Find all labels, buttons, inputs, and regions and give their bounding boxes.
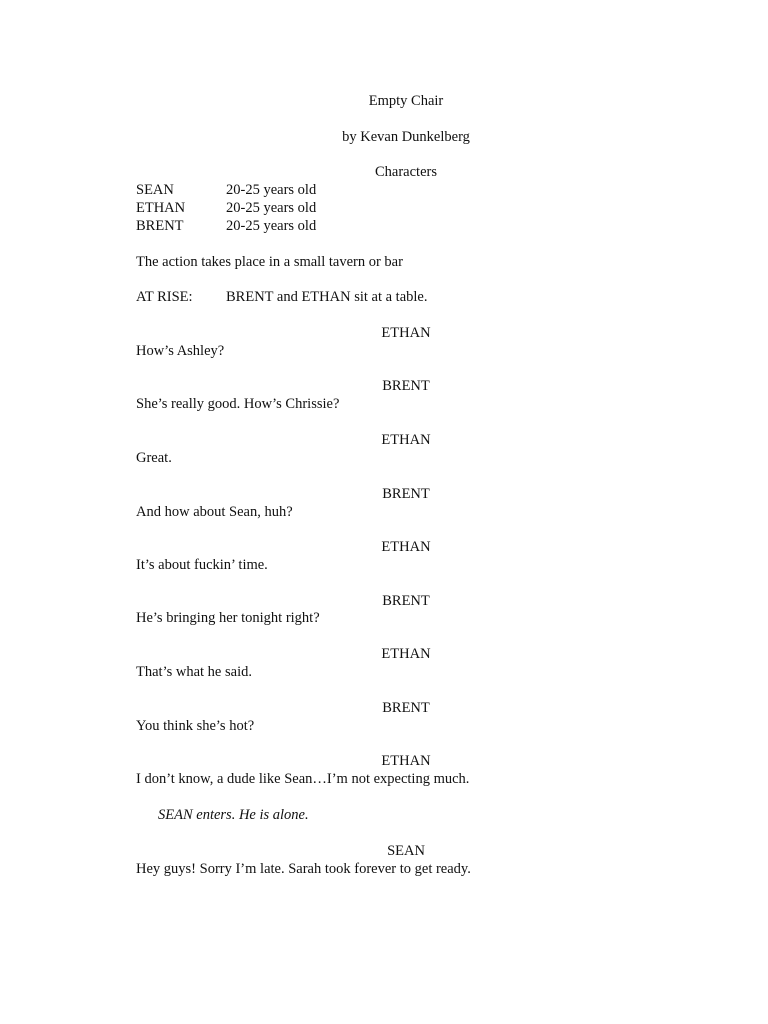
speaker-name: ETHAN: [381, 753, 431, 769]
character-name: ETHAN: [136, 200, 186, 216]
speaker-name: ETHAN: [381, 646, 431, 662]
speaker-name: BRENT: [382, 486, 430, 502]
characters-heading: Characters: [375, 164, 437, 180]
dialogue-line: It’s about fuckin’ time.: [136, 557, 268, 573]
stage-direction: SEAN enters. He is alone.: [158, 807, 309, 823]
character-age: 20-25 years old: [226, 182, 317, 198]
character-name: BRENT: [136, 218, 184, 234]
dialogue-line: And how about Sean, huh?: [136, 504, 293, 520]
character-name: SEAN: [136, 182, 174, 198]
speaker-name: ETHAN: [381, 432, 431, 448]
speaker-name: BRENT: [382, 378, 430, 394]
dialogue-line: I don’t know, a dude like Sean…I’m not expecting much.: [136, 771, 470, 787]
play-title: Empty Chair: [368, 93, 444, 109]
speaker-name: SEAN: [387, 843, 425, 859]
speaker-name: BRENT: [382, 593, 430, 609]
dialogue-line: Hey guys! Sorry I’m late. Sarah took forever to get ready.: [136, 861, 471, 877]
dialogue-line: She’s really good. How’s Chrissie?: [136, 396, 340, 412]
speaker-name: ETHAN: [381, 325, 431, 341]
speaker-name: ETHAN: [381, 539, 431, 555]
at-rise-text: BRENT and ETHAN sit at a table.: [226, 289, 428, 305]
character-age: 20-25 years old: [226, 218, 317, 234]
setting-description: The action takes place in a small tavern or bar: [136, 254, 403, 270]
dialogue-line: You think she’s hot?: [136, 718, 255, 734]
character-age: 20-25 years old: [226, 200, 317, 216]
dialogue-line: How’s Ashley?: [136, 343, 225, 359]
dialogue-line: Great.: [136, 450, 172, 466]
dialogue-line: That’s what he said.: [136, 664, 252, 680]
dialogue-line: He’s bringing her tonight right?: [136, 610, 320, 626]
speaker-name: BRENT: [382, 700, 430, 716]
author-byline: by Kevan Dunkelberg: [342, 129, 470, 145]
at-rise-label: AT RISE:: [136, 289, 193, 305]
